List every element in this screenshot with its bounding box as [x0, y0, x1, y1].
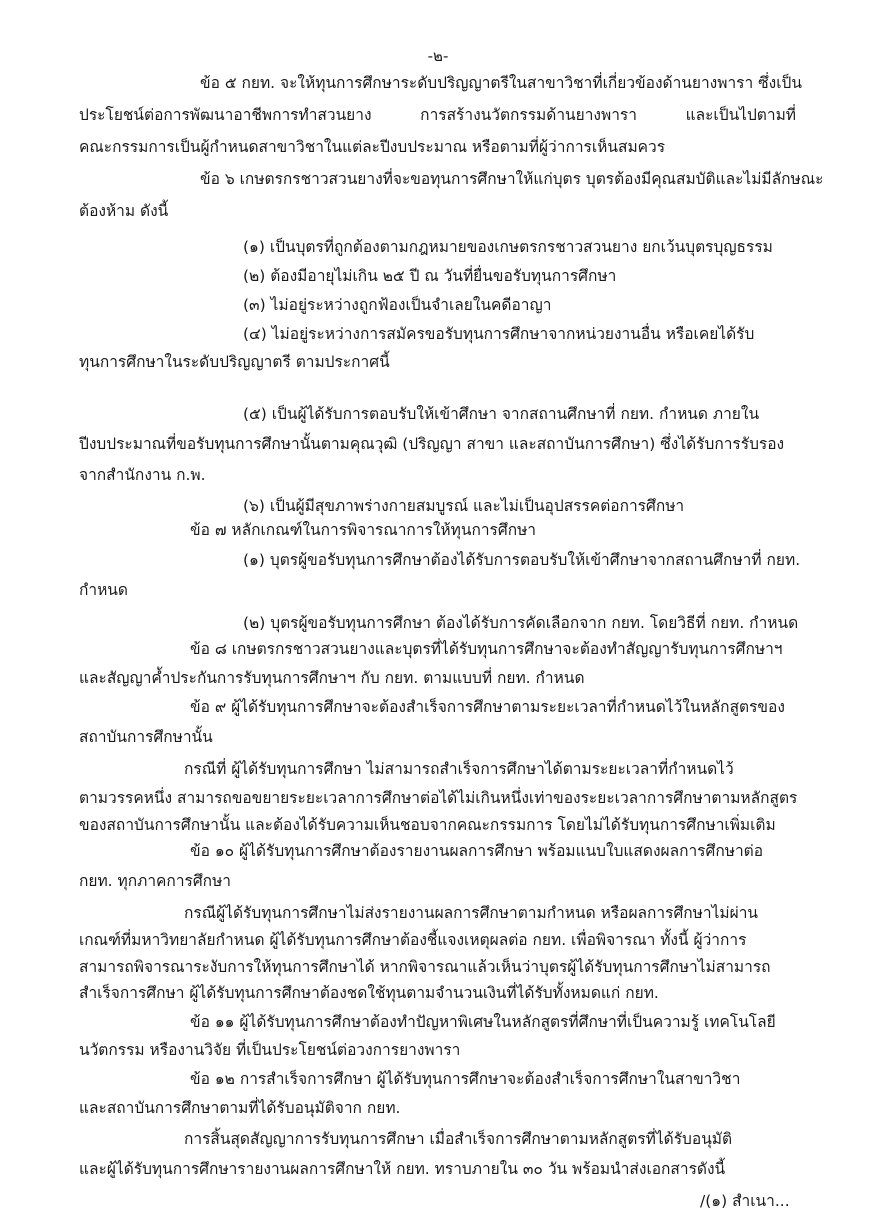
text-line: กำหนด: [79, 581, 128, 599]
text-line: ทุนการศึกษาในระดับปริญญาตรี ตามประกาศนี้: [79, 353, 390, 371]
text-line: เกณฑ์ที่มหาวิทยาลัยกำหนด ผู้ได้รับทุนการศึกษาต้องชี้แจงเหตุผลต่อ กยท. เพื่อพิจารณา ทั้งนี้ ผู้ว่าการ: [79, 931, 747, 949]
text-line: จากสำนักงาน ก.พ.: [79, 466, 206, 484]
text-line: ต้องห้าม ดังนี้: [79, 202, 169, 220]
text-line: นวัตกรรม หรืองานวิจัย ที่เป็นประโยชน์ต่อวงการยางพารา: [79, 1041, 461, 1059]
text-line: ข้อ ๖ เกษตรกรชาวสวนยางที่จะขอทุนการศึกษาให้แก่บุตร บุตรต้องมีคุณสมบัติและไม่มีลักษณะ: [200, 170, 824, 188]
text-line: สถาบันการศึกษานั้น: [79, 728, 213, 746]
text-line: ประโยชน์ต่อการพัฒนาอาชีพการทำสวนยาง การสร้างนวัตกรรมด้านยางพารา และเป็นไปตามที่: [79, 106, 796, 124]
text-line: ข้อ ๑๐ ผู้ได้รับทุนการศึกษาต้องรายงานผลการศึกษา พร้อมแนบใบแสดงผลการศึกษาต่อ: [190, 842, 764, 860]
text-line: (๖) เป็นผู้มีสุขภาพร่างกายสมบูรณ์ และไม่เป็นอุปสรรคต่อการศึกษา: [243, 497, 685, 515]
text-line: และผู้ได้รับทุนการศึกษารายงานผลการศึกษาให้ กยท. ทราบภายใน ๓๐ วัน พร้อมนำส่งเอกสารดังนี้: [79, 1160, 726, 1178]
text-line: ข้อ ๑๒ การสำเร็จการศึกษา ผู้ได้รับทุนการศึกษาจะต้องสำเร็จการศึกษาในสาขาวิชา: [190, 1070, 741, 1088]
text-line: ปีงบประมาณที่ขอรับทุนการศึกษานั้นตามคุณวุฒิ (ปริญญา สาขา และสถาบันการศึกษา) ซึ่งได้รับการรับรอง: [79, 435, 785, 453]
text-line: กรณีที่ ผู้ได้รับทุนการศึกษา ไม่สามารถสำเร็จการศึกษาได้ตามระยะเวลาที่กำหนดไว้: [184, 760, 734, 778]
text-line: การสิ้นสุดสัญญาการรับทุนการศึกษา เมื่อสำเร็จการศึกษาตามหลักสูตรที่ได้รับอนุมัติ: [184, 1130, 733, 1148]
text-line: สำเร็จการศึกษา ผู้ได้รับทุนการศึกษาต้องชดใช้ทุนตามจำนวนเงินที่ได้รับทั้งหมดแก่ กยท.: [79, 984, 659, 1002]
text-line: (๕) เป็นผู้ได้รับการตอบรับให้เข้าศึกษา จากสถานศึกษาที่ กยท. กำหนด ภายใน: [243, 405, 760, 423]
text-line: (๑) บุตรผู้ขอรับทุนการศึกษาต้องได้รับการตอบรับให้เข้าศึกษาจากสถานศึกษาที่ กยท.: [243, 551, 801, 569]
text-line: และสัญญาค้ำประกันการรับทุนการศึกษาฯ กับ กยท. ตามแบบที่ กยท. กำหนด: [79, 669, 585, 687]
text-line: และสถาบันการศึกษาตามที่ได้รับอนุมัติจาก กยท.: [79, 1099, 401, 1117]
text-line: ข้อ ๕ กยท. จะให้ทุนการศึกษาระดับปริญญาตรีในสาขาวิชาที่เกี่ยวข้องด้านยางพารา ซึ่งเป็น: [200, 74, 802, 92]
page-number: -๒-: [427, 47, 449, 65]
text-line: ตามวรรคหนึ่ง สามารถขอขยายระยะเวลาการศึกษาต่อได้ไม่เกินหนึ่งเท่าของระยะเวลาการศึกษาตามหลักสูตร: [79, 789, 798, 807]
text-line: (๔) ไม่อยู่ระหว่างการสมัครขอรับทุนการศึกษาจากหน่วยงานอื่น หรือเคยได้รับ: [243, 325, 755, 343]
text-line: สามารถพิจารณาระงับการให้ทุนการศึกษาได้ หากพิจารณาแล้วเห็นว่าบุตรผู้ได้รับทุนการศึกษาไม่สามารถ: [79, 958, 771, 976]
text-line: (๑) เป็นบุตรที่ถูกต้องตามกฎหมายของเกษตรกรชาวสวนยาง ยกเว้นบุตรบุญธรรม: [243, 238, 773, 256]
text-line: ของสถาบันการศึกษานั้น และต้องได้รับความเห็นชอบจากคณะกรรมการ โดยไม่ได้รับทุนการศึกษาเพิ่มเติม: [79, 816, 776, 834]
text-line: กรณีผู้ได้รับทุนการศึกษาไม่ส่งรายงานผลการศึกษาตามกำหนด หรือผลการศึกษาไม่ผ่าน: [184, 904, 758, 922]
text-line: (๒) บุตรผู้ขอรับทุนการศึกษา ต้องได้รับการคัดเลือกจาก กยท. โดยวิธีที่ กยท. กำหนด: [243, 614, 799, 632]
text-line: กยท. ทุกภาคการศึกษา: [79, 872, 231, 890]
text-line: ข้อ ๘ เกษตรกรชาวสวนยางและบุตรที่ได้รับทุนการศึกษาจะต้องทำสัญญารับทุนการศึกษาฯ: [190, 640, 783, 658]
continuation-note: /(๑) สำเนา...: [700, 1192, 790, 1210]
text-line: ข้อ ๙ ผู้ได้รับทุนการศึกษาจะต้องสำเร็จการศึกษาตามระยะเวลาที่กำหนดไว้ในหลักสูตรของ: [190, 698, 785, 716]
text-line: (๓) ไม่อยู่ระหว่างถูกฟ้องเป็นจำเลยในคดีอาญา: [243, 296, 552, 314]
text-line: ข้อ ๑๑ ผู้ได้รับทุนการศึกษาต้องทำปัญหาพิเศษในหลักสูตรที่ศึกษาที่เป็นความรู้ เทคโนโลยี: [190, 1013, 776, 1031]
text-line: (๒) ต้องมีอายุไม่เกิน ๒๕ ปี ณ วันที่ยื่นขอรับทุนการศึกษา: [243, 267, 617, 285]
text-line: ข้อ ๗ หลักเกณฑ์ในการพิจารณาการให้ทุนการศึกษา: [190, 521, 537, 539]
text-line: คณะกรรมการเป็นผู้กำหนดสาขาวิชาในแต่ละปีงบประมาณ หรือตามที่ผู้ว่าการเห็นสมควร: [79, 138, 666, 156]
